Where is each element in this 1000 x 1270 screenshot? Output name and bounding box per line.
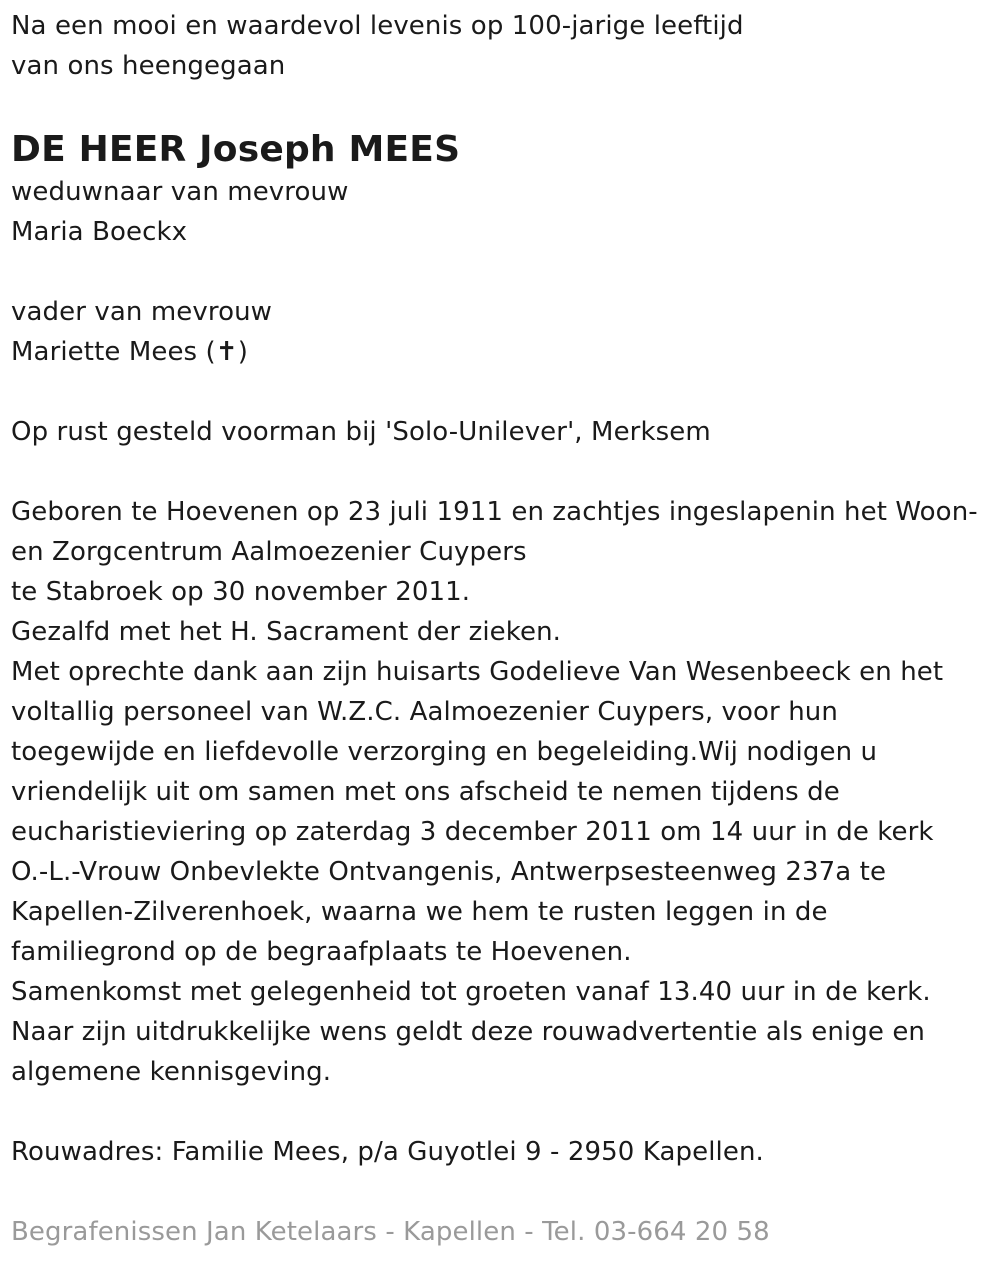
body-line: en Zorgcentrum Aalmoezenier Cuypers bbox=[11, 537, 527, 567]
funeral-home-footer: Begrafenissen Jan Ketelaars - Kapellen - Tel. 03-664 20 58 bbox=[11, 1217, 770, 1247]
body-line: algemene kennisgeving. bbox=[11, 1057, 332, 1087]
body-line: te Stabroek op 30 november 2011. bbox=[11, 577, 471, 607]
body-line: vriendelijk uit om samen met ons afscheid te nemen tijdens de bbox=[11, 777, 840, 807]
address-line: Rouwadres: Familie Mees, p/a Guyotlei 9 - 2950 Kapellen. bbox=[11, 1137, 764, 1167]
deceased-name: DE HEER Joseph MEES bbox=[11, 129, 461, 170]
body-line: eucharistieviering op zaterdag 3 december 2011 om 14 uur in de kerk bbox=[11, 817, 934, 847]
body-line: Gezalfd met het H. Sacrament der zieken. bbox=[11, 617, 562, 647]
widower-line-1: weduwnaar van mevrouw bbox=[11, 177, 349, 207]
intro-line-2: van ons heengegaan bbox=[11, 51, 286, 81]
body-line: Naar zijn uitdrukkelijke wens geldt deze rouwadvertentie als enige en bbox=[11, 1017, 925, 1047]
body-line: toegewijde en liefdevolle verzorging en begeleiding.Wij nodigen u bbox=[11, 737, 878, 767]
body-line: Geboren te Hoevenen op 23 juli 1911 en zachtjes ingeslapenin het Woon- bbox=[11, 497, 978, 527]
death-notice bbox=[11, 6, 986, 1252]
body-line: Kapellen-Zilverenhoek, waarna we hem te rusten leggen in de bbox=[11, 897, 828, 927]
intro-line-1: Na een mooi en waardevol levenis op 100-jarige leeftijd bbox=[11, 11, 744, 41]
spacer bbox=[11, 86, 986, 128]
body-line: Met oprechte dank aan zijn huisarts Godelieve Van Wesenbeeck en het bbox=[11, 657, 944, 687]
spacer bbox=[11, 1172, 986, 1212]
body-line: familiegrond op de begraafplaats te Hoevenen. bbox=[11, 937, 632, 967]
spacer bbox=[11, 452, 986, 492]
widower-line-2: Maria Boeckx bbox=[11, 217, 188, 247]
spacer bbox=[11, 1092, 986, 1132]
body-line: Samenkomst met gelegenheid tot groeten vanaf 13.40 uur in de kerk. bbox=[11, 977, 931, 1007]
spacer bbox=[11, 252, 986, 292]
body-line: voltallig personeel van W.Z.C. Aalmoezenier Cuypers, voor hun bbox=[11, 697, 838, 727]
father-line-1: vader van mevrouw bbox=[11, 297, 273, 327]
spacer bbox=[11, 372, 986, 412]
retired-line: Op rust gesteld voorman bij 'Solo-Unilever', Merksem bbox=[11, 417, 711, 447]
father-line-2: Mariette Mees (✝) bbox=[11, 337, 248, 367]
body-line: O.-L.-Vrouw Onbevlekte Ontvangenis, Antwerpsesteenweg 237a te bbox=[11, 857, 887, 887]
